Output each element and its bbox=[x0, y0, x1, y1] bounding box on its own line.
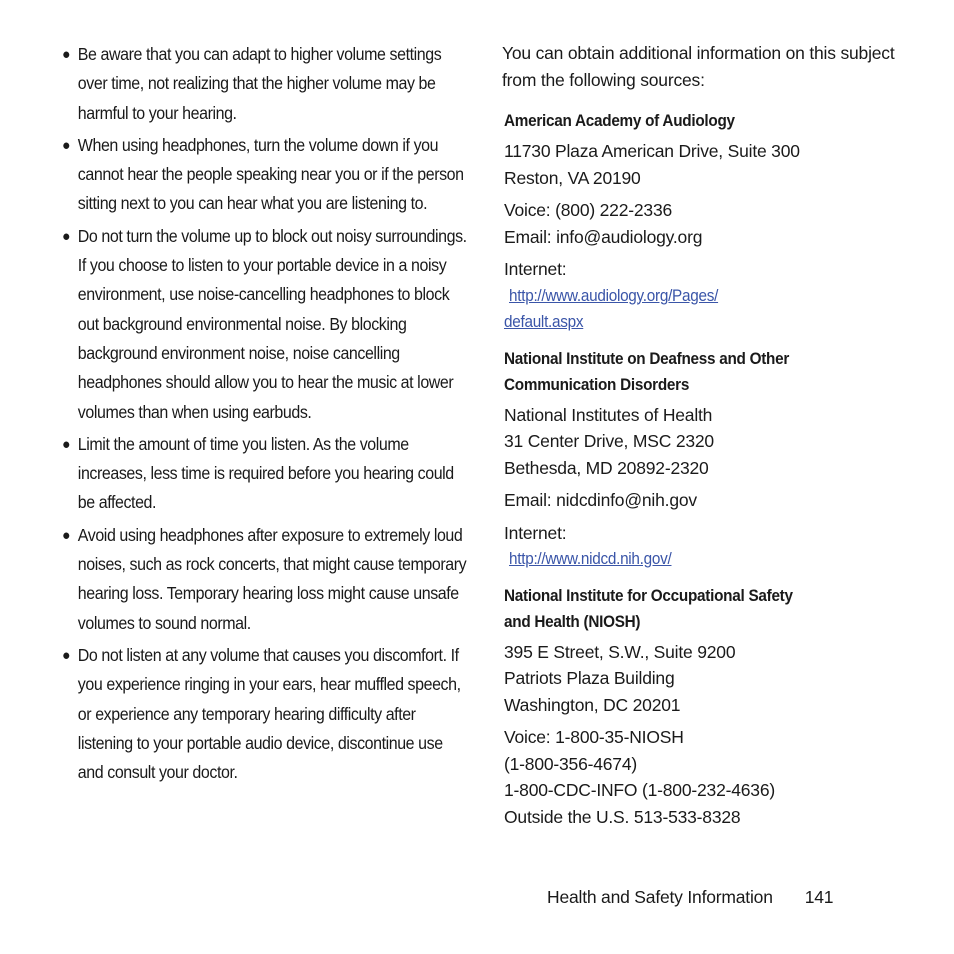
bullet-dot-icon: ● bbox=[62, 227, 71, 245]
niosh-voice2: (1-800-356-4674) bbox=[504, 753, 637, 774]
aaa-address-line1: 11730 Plaza American Drive, Suite 300 bbox=[504, 141, 800, 161]
list-item: ● Avoid using headphones after exposure to extremely loud noises, such as rock concerts, that might cause temporary hearing loss. Temporary hearing loss might cause unsafe volumes to sound normal. bbox=[62, 521, 468, 638]
aaa-heading: American Academy of Audiology bbox=[504, 111, 735, 130]
aaa-section bbox=[502, 108, 922, 336]
page-footer bbox=[547, 884, 833, 910]
nidcd-link[interactable]: http://www.nidcd.nih.gov/ bbox=[509, 549, 672, 568]
resources-column bbox=[502, 40, 922, 830]
aaa-voice: Voice: (800) 222-2336 bbox=[504, 200, 673, 220]
nidcd-email: Email: nidcdinfo@nih.gov bbox=[504, 490, 697, 510]
niosh-line3: Washington, DC 20201 bbox=[504, 694, 681, 715]
bullet-dot-icon: ● bbox=[62, 136, 71, 154]
list-item: ● Be aware that you can adapt to higher volume settings over time, not realizing that the higher volume may be harmful to your hearing. bbox=[62, 40, 468, 128]
page-number: 141 bbox=[804, 887, 834, 907]
niosh-voice4: Outside the U.S. 513-533-8328 bbox=[504, 806, 741, 827]
niosh-voice3: 1-800-CDC-INFO (1-800-232-4636) bbox=[504, 780, 775, 800]
niosh-voice1: Voice: 1-800-35-NIOSH bbox=[504, 727, 684, 747]
niosh-section bbox=[502, 583, 922, 831]
list-item: ● Do not listen at any volume that causes you discomfort. If you experience ringing in your ears, hear muffled speech, or experience any temporary hearing difficulty after listening to your portable audio device, discontinue use and consult your doctor. bbox=[62, 641, 468, 787]
list-item: ● When using headphones, turn the volume down if you cannot hear the people speaking near you or if the person sitting next to you can hear what you are listening to. bbox=[62, 131, 468, 219]
bullet-dot-icon: ● bbox=[62, 435, 71, 453]
list-item: ● Do not turn the volume up to block out noisy surroundings. If you choose to listen to your portable device in a noisy environment, use noise-cancelling headphones to block out background environmental noise. By blocking background environment noise, noise cancelling headphones should allow you to hear the music at lower volumes than when using earbuds. bbox=[62, 222, 468, 427]
aaa-link-part1[interactable]: http://www.audiology.org/Pages/ bbox=[509, 285, 719, 305]
bullet-dot-icon: ● bbox=[62, 646, 71, 664]
niosh-heading-line2: and Health (NIOSH) bbox=[504, 611, 641, 631]
niosh-line1: 395 E Street, S.W., Suite 9200 bbox=[504, 641, 736, 662]
nidcd-internet-label: Internet: bbox=[504, 522, 567, 543]
niosh-heading-line1: National Institute for Occupational Safety bbox=[504, 585, 793, 605]
nidcd-line3: Bethesda, MD 20892-2320 bbox=[504, 457, 709, 478]
footer-section-title: Health and Safety Information bbox=[547, 887, 773, 907]
aaa-address-line2: Reston, VA 20190 bbox=[504, 167, 641, 188]
niosh-line2: Patriots Plaza Building bbox=[504, 668, 675, 688]
aaa-link-part2[interactable]: default.aspx bbox=[504, 312, 584, 331]
nidcd-section bbox=[502, 346, 922, 573]
aaa-email: Email: info@audiology.org bbox=[504, 226, 703, 247]
bullet-list bbox=[62, 40, 467, 790]
nidcd-heading-line1: National Institute on Deafness and Other bbox=[504, 348, 790, 368]
list-item: ● Limit the amount of time you listen. As the volume increases, less time is required before you hearing could be affected. bbox=[62, 430, 468, 518]
bullet-dot-icon: ● bbox=[62, 46, 71, 63]
nidcd-line1: National Institutes of Health bbox=[504, 404, 713, 425]
bullet-dot-icon: ● bbox=[62, 526, 71, 544]
nidcd-line2: 31 Center Drive, MSC 2320 bbox=[504, 431, 714, 451]
intro-text: You can obtain additional information on this subject from the following sources: bbox=[502, 43, 895, 90]
aaa-internet-label: Internet: bbox=[504, 259, 567, 279]
nidcd-heading-line2: Communication Disorders bbox=[504, 374, 690, 394]
